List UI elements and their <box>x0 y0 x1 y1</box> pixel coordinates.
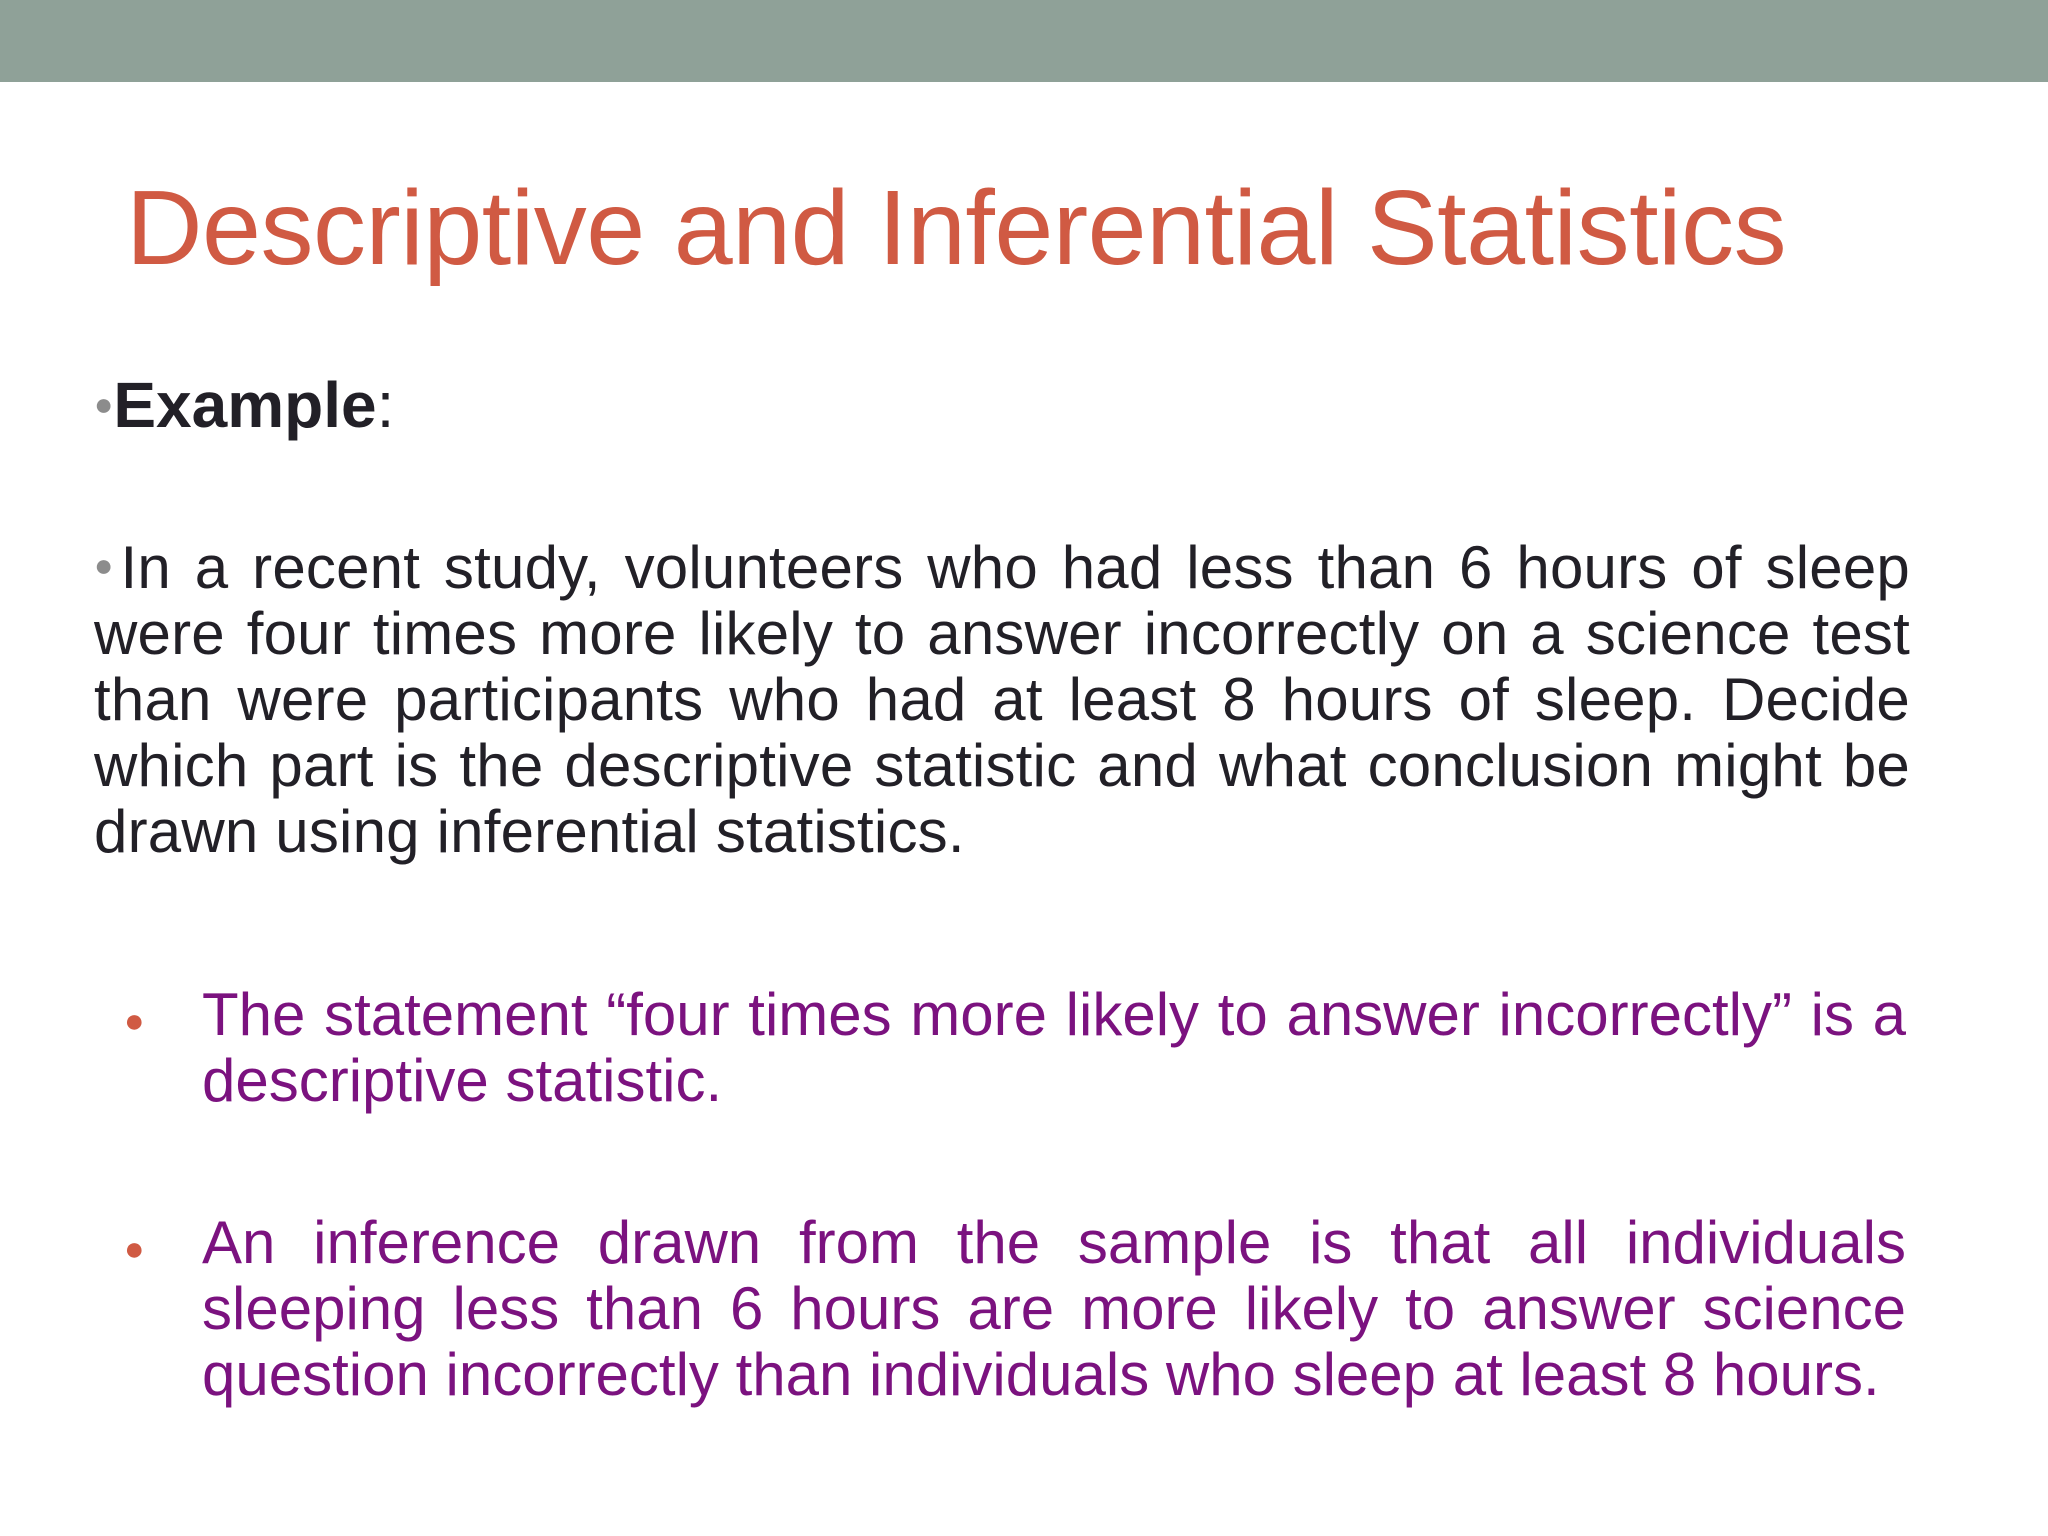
answer-item-inference <box>124 1210 1906 1408</box>
answer-text: The statement “four times more likely to answer incorrectly” is a descriptive statistic. <box>202 981 1906 1114</box>
slide-title: Descriptive and Inferential Statistics <box>126 169 1787 287</box>
bullet-dot-icon: ● <box>124 1002 145 1040</box>
example-colon: : <box>376 369 395 441</box>
question-text: In a recent study, volunteers who had less than 6 hours of sleep were four times more likely to answer incorrectly on a science test than were participants who had at least 8 hours of sleep. Decide which part is the descriptive statistic and what conclusion might be drawn using inferential statistics. <box>94 534 1910 865</box>
top-accent-bar <box>0 0 2048 82</box>
example-heading <box>94 368 1910 441</box>
bullet-dot-icon: ● <box>94 547 121 583</box>
example-label: Example <box>113 369 377 441</box>
question-paragraph <box>94 532 1910 865</box>
answer-item-descriptive <box>124 982 1906 1114</box>
bullet-dot-icon: ● <box>94 386 114 422</box>
answer-list <box>124 982 1906 1408</box>
bullet-dot-icon: ● <box>124 1230 145 1268</box>
answer-text: An inference drawn from the sample is that all individuals sleeping less than 6 hours are more likely to answer science question incorrectly than individuals who sleep at least 8 hours. <box>202 1209 1906 1408</box>
